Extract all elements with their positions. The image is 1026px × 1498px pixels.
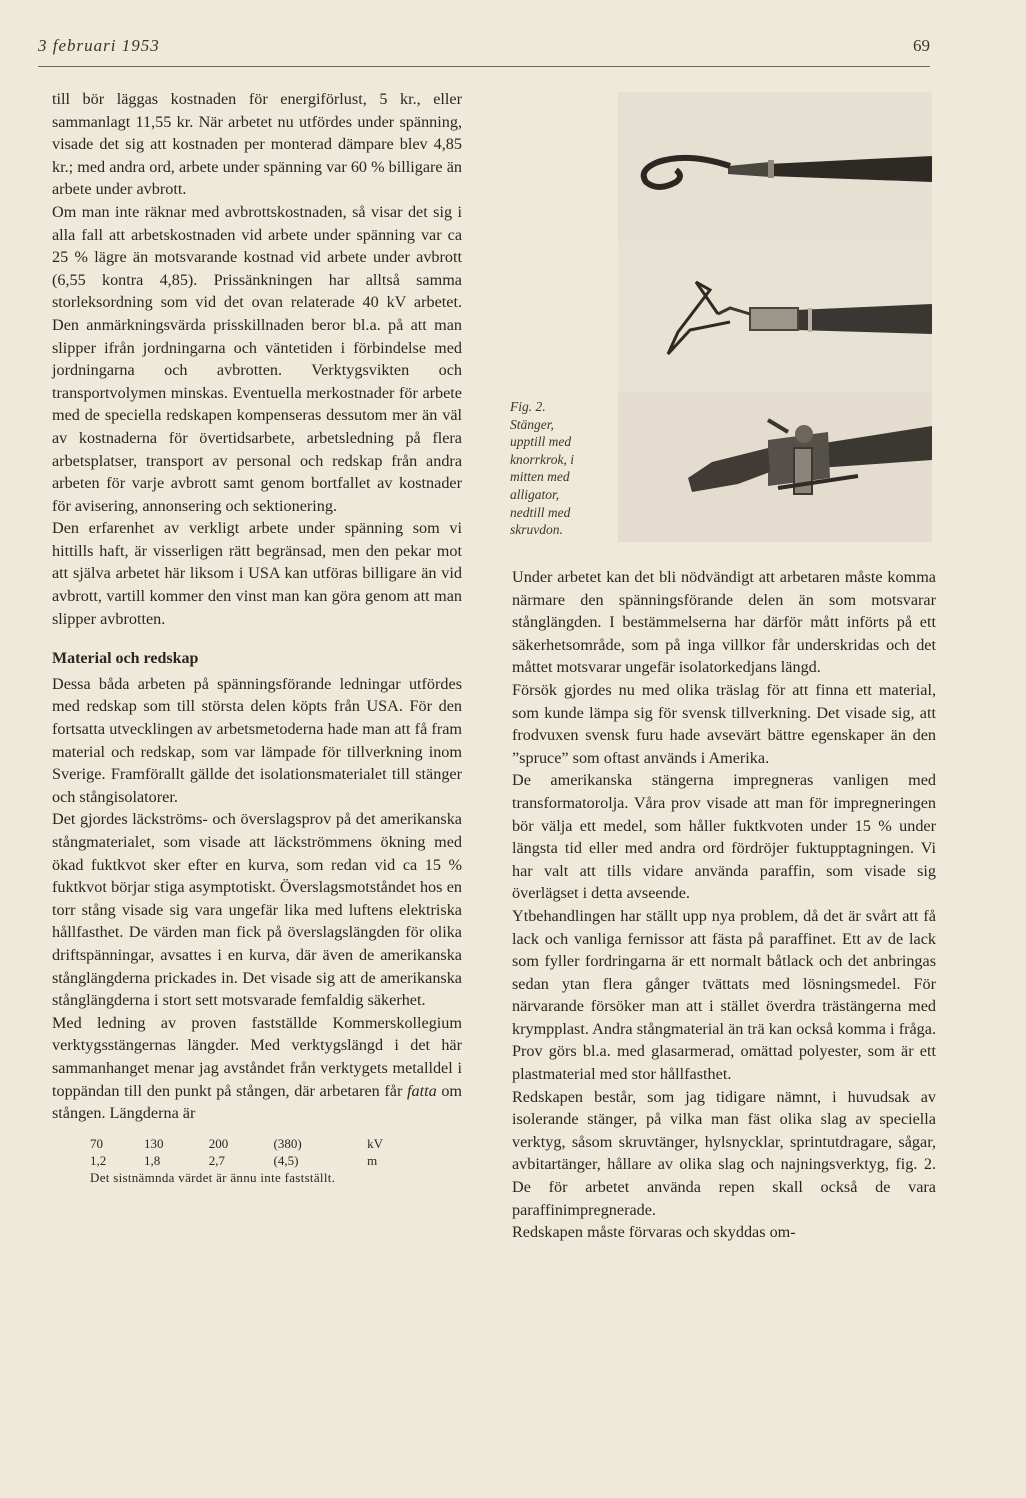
page-header <box>38 30 930 67</box>
figure-caption <box>510 398 610 539</box>
figure-tool-photos <box>618 92 932 542</box>
table-cell: m <box>367 1152 378 1168</box>
table-cell: 2,7 <box>208 1152 226 1168</box>
paragraph-text: Med ledning av proven fastställde Kommerskollegium verktygsstängernas längder. Med verktygslängd i det här sammanhanget menar jag avståndet från verktygets metalldel i toppändan till den punkt på stången, där arbetaren får <box>52 1013 462 1100</box>
table-note: Det sistnämnda värdet är ännu inte fastställt. <box>90 1169 336 1185</box>
table-cell: 130 <box>143 1135 164 1151</box>
photo-hook-tool <box>618 92 932 242</box>
table-cell: 1,2 <box>90 1152 107 1168</box>
paragraph: De amerikanska stängerna impregneras vanligen med transformatorolja. Våra prov visade att man för impregneringen bör välja ett medel, som håller fuktkvoten under 15 % under längsta tid eller med andra ord fördröjer fuktupptagningen. Vi har valt att tills vidare använda paraffin, som visade sig överlägset i detta avseende. <box>512 771 936 903</box>
table-cell: 1,8 <box>143 1152 161 1168</box>
photo-alligator-tool <box>618 242 932 392</box>
paragraph: Det gjordes läckströms- och överslagsprov på det amerikanska stångmaterialet, som visade att läckströmmens ökning med ökad fuktkvot sker efter en kurva, som redan vid ca 15 % fuktkvot börjar stiga asymptotiskt. Överslagsmotståndet hos en torr stång visade sig vara ungefär lika med luftens elektriska hållfasthet. De värden man fick på överslagslängden för olika driftspänningar, avsattes i en kurva, där även de amerikanska stånglängderna prickades in. Det visade sig att de amerikanska stånglängderna i stort sett motsvarade femfaldig säkerhet. <box>52 810 462 1010</box>
paragraph: Under arbetet kan det bli nödvändigt att arbetaren måste komma närmare den spänningsförande delen än som motsvarar stånglängden. I bestämmelserna har därför mått införts på ett säkerhetsområde, som på inga villkor får underskridas och det måttet motsvarar ungefär isolatorkedjans längd. <box>512 568 936 677</box>
caption-line: knorrkrok, i <box>510 451 574 467</box>
table-row <box>90 1135 420 1152</box>
caption-line: upptill med <box>510 434 572 450</box>
paragraph: Om man inte räknar med avbrottskostnaden, så visar det sig i alla fall att arbetskostnaden vid arbete under spänning var ca 25 % lägre än motsvarande kostnad vid arbete under avbrott (6,55 kontra 4,85). Prissänkningen har alltså samma storleksordning som vid det ovan relaterade 40 kV arbetet. Den anmärkningsvärda prisskillnaden beror bl.a. på att man slipper ifrån jordningarna och väntetiden i förbindelse med jordningarna och avbrotten. Verktygsvikten och transportvolymen minskas. Eventuella merkostnader för arbete med de speciella redskapen kompenseras dessutom mer än väl av kostnaderna för övertidsarbete, arbetsledning på flera arbetsplatser, transport av personal och redskap från andra arbeten för varje avbrott samt genom bortfallet av kostnader för avisering, annonsering och sektionering. <box>52 202 462 515</box>
right-column <box>512 566 936 1244</box>
photo-screw-tool <box>618 392 932 542</box>
table-cell: 70 <box>90 1135 103 1151</box>
paragraph: till bör läggas kostnaden för energiförlust, 5 kr., eller sammanlagt 11,55 kr. När arbetet nu utfördes under spänning, visade det sig att kostnaden per monterad dämpare blev 4,85 kr.; med andra ord, arbete under spänning var 60 % billigare än arbete under avbrott. <box>52 90 462 199</box>
paragraph: Försök gjordes nu med olika träslag för att finna ett material, som kunde lämpa sig för svensk tillverkning. Det visade sig, att frodvuxen svensk furu hade avsevärt bättre egenskaper än den ”spruce” som oftast används i Amerika. <box>512 680 936 767</box>
length-table <box>52 1135 462 1186</box>
caption-line: skruvdon. <box>510 522 563 538</box>
caption-line: Fig. 2. <box>510 399 546 414</box>
table-cell: 200 <box>208 1135 229 1151</box>
section-heading: Material och redskap <box>52 650 199 668</box>
table-cell: kV <box>367 1135 384 1151</box>
paragraph: Ytbehandlingen har ställt upp nya problem, då det är svårt att få lack och vanliga fernissor att fästa på paraffinet. Ett av de lack som fyller fordringarna är ett normalt båtlack och det anbringas sedan ytan flera gånger tvättats med lösningsmedel. För närvarande försöker man att i stället överdra trästängerna med krympplast. Andra stångmaterial än trä kan också komma i fråga. Prov görs bl.a. med glasarmerad, omättad polyester, som är ett plastmaterial med stor hållfasthet. <box>512 906 936 1084</box>
table-cell: (380) <box>273 1135 302 1151</box>
caption-line: mitten med <box>510 469 570 485</box>
paragraph-text: om stången. Längderna är <box>52 1081 463 1123</box>
page-number: 69 <box>913 36 930 55</box>
page-date: 3 februari 1953 <box>38 36 160 55</box>
caption-line: alligator, <box>510 486 560 502</box>
paragraph: Redskapen består, som jag tidigare nämnt, i huvudsak av isolerande stänger, på vilka man fäst olika slag av speciella verktyg, såsom skruvtänger, hylsnycklar, sprintutdragare, sågar, avbitartänger, hållare av olika slag och najningsverktyg, fig. 2. De för arbetet använda repen skall också de vara paraffinimpregnerade. <box>512 1087 936 1219</box>
paragraph: Redskapen måste förvaras och skyddas om- <box>512 1223 796 1242</box>
paragraph: Dessa båda arbeten på spänningsförande ledningar utfördes med redskap som till största delen köpts från USA. För den fortsatta utvecklingen av arbetsmetoderna hade man att få fram material och redskap, som var lämpade för tillverkning inom Sverige. Framförallt gällde det isolationsmaterialet till stänger och stångisolatorer. <box>52 674 462 806</box>
caption-line: Stänger, <box>510 416 554 432</box>
emphasis-text: fatta <box>407 1081 437 1100</box>
paragraph: Den erfarenhet av verkligt arbete under spänning som vi hittills haft, är visserligen rätt begränsad, men den pekar mot att själva arbetet här liksom i USA kan utföras billigare än vid avbrott, vartill kommer den vinst man kan göra genom att man slipper avbrotten. <box>52 519 462 628</box>
table-row <box>90 1152 420 1169</box>
left-column <box>52 88 462 1186</box>
caption-line: nedtill med <box>510 504 571 520</box>
table-cell: (4,5) <box>273 1152 299 1168</box>
paragraph <box>52 1012 462 1125</box>
